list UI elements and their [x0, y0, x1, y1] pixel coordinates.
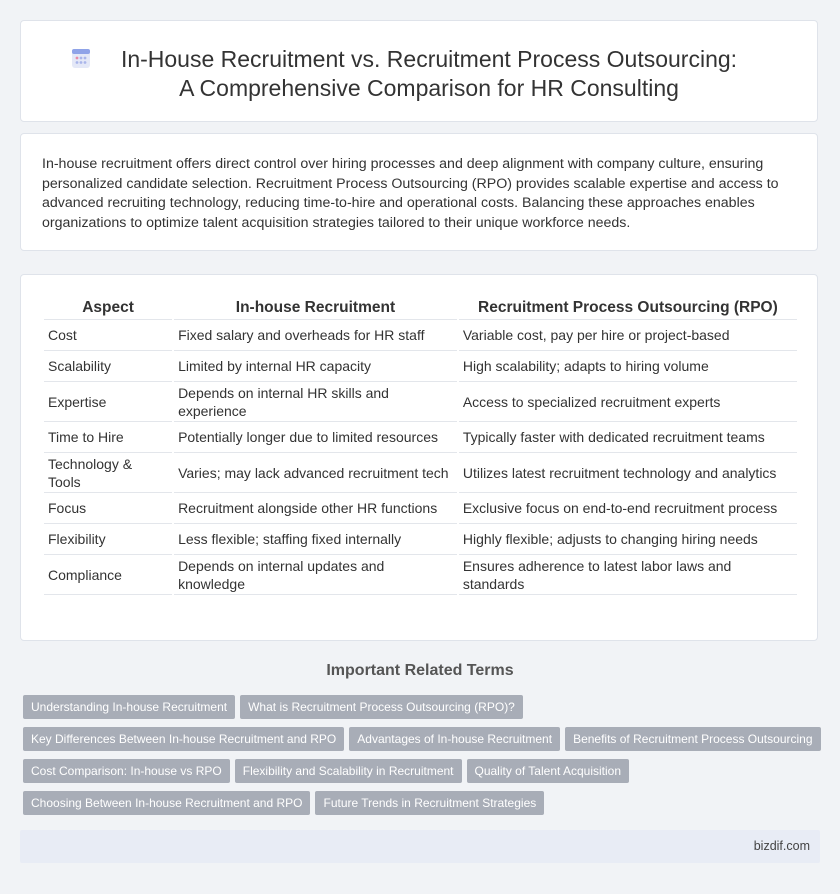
table-row — [44, 422, 797, 453]
footer-site-link[interactable]: bizdif.com — [753, 839, 810, 853]
related-tag[interactable]: Key Differences Between In-house Recruitment and RPO — [23, 727, 344, 751]
aspect-cell: Scalability — [44, 351, 172, 382]
inhouse-cell: Depends on internal updates and knowledge — [174, 555, 457, 595]
summary-text: In-house recruitment offers direct control over hiring processes and deep alignment with company culture, ensuring personalized candidate selection. Recruitment Process Outsourcing (RPO) provides scalable expertise and access to advanced recruiting technology, reducing time-to-hire and operational costs. Balancing these approaches enables organizations to optimize talent acquisition strategies tailored to their unique workforce needs. — [42, 156, 779, 231]
related-terms-tags — [23, 695, 823, 823]
table-row — [44, 524, 797, 555]
comparison-table — [42, 298, 799, 595]
related-tag[interactable]: Choosing Between In-house Recruitment and RPO — [23, 791, 310, 815]
aspect-cell: Cost — [44, 320, 172, 351]
rpo-cell: Utilizes latest recruitment technology and analytics — [459, 453, 797, 493]
table-row — [44, 555, 797, 595]
inhouse-cell: Limited by internal HR capacity — [174, 351, 457, 382]
related-tag[interactable]: Future Trends in Recruitment Strategies — [315, 791, 544, 815]
comparison-card — [20, 274, 818, 641]
rpo-cell: High scalability; adapts to hiring volume — [459, 351, 797, 382]
rpo-cell: Ensures adherence to latest labor laws and standards — [459, 555, 797, 595]
aspect-cell: Time to Hire — [44, 422, 172, 453]
inhouse-cell: Less flexible; staffing fixed internally — [174, 524, 457, 555]
inhouse-cell: Varies; may lack advanced recruitment tech — [174, 453, 457, 493]
inhouse-cell: Depends on internal HR skills and experience — [174, 382, 457, 422]
aspect-cell: Expertise — [44, 382, 172, 422]
rpo-cell: Variable cost, pay per hire or project-based — [459, 320, 797, 351]
header-rpo: Recruitment Process Outsourcing (RPO) — [459, 298, 797, 320]
inhouse-cell: Recruitment alongside other HR functions — [174, 493, 457, 524]
related-tag[interactable]: Quality of Talent Acquisition — [467, 759, 630, 783]
table-row — [44, 320, 797, 351]
footer — [20, 830, 820, 863]
rpo-cell: Highly flexible; adjusts to changing hiring needs — [459, 524, 797, 555]
rpo-cell: Access to specialized recruitment experts — [459, 382, 797, 422]
related-tag[interactable]: Advantages of In-house Recruitment — [349, 727, 560, 751]
summary-card — [20, 133, 818, 251]
header-inhouse: In-house Recruitment — [174, 298, 457, 320]
table-row — [44, 351, 797, 382]
inhouse-cell: Fixed salary and overheads for HR staff — [174, 320, 457, 351]
table-row — [44, 453, 797, 493]
table-row — [44, 493, 797, 524]
inhouse-cell: Potentially longer due to limited resources — [174, 422, 457, 453]
aspect-cell: Compliance — [44, 555, 172, 595]
related-tag[interactable]: Benefits of Recruitment Process Outsourcing — [565, 727, 820, 751]
rpo-cell: Exclusive focus on end-to-end recruitment process — [459, 493, 797, 524]
related-tag[interactable]: Cost Comparison: In-house vs RPO — [23, 759, 230, 783]
header-aspect: Aspect — [44, 298, 172, 320]
related-terms-title: Important Related Terms — [326, 662, 514, 679]
table-row — [44, 382, 797, 422]
aspect-cell: Flexibility — [44, 524, 172, 555]
aspect-cell: Focus — [44, 493, 172, 524]
aspect-cell: Technology & Tools — [44, 453, 172, 493]
title-card — [20, 20, 818, 122]
related-tag[interactable]: Understanding In-house Recruitment — [23, 695, 235, 719]
rpo-cell: Typically faster with dedicated recruitment teams — [459, 422, 797, 453]
related-tag[interactable]: Flexibility and Scalability in Recruitment — [235, 759, 462, 783]
related-tag[interactable]: What is Recruitment Process Outsourcing (RPO)? — [240, 695, 523, 719]
page-title: In-House Recruitment vs. Recruitment Process Outsourcing: A Comprehensive Comparison for HR Consulting — [120, 46, 738, 101]
